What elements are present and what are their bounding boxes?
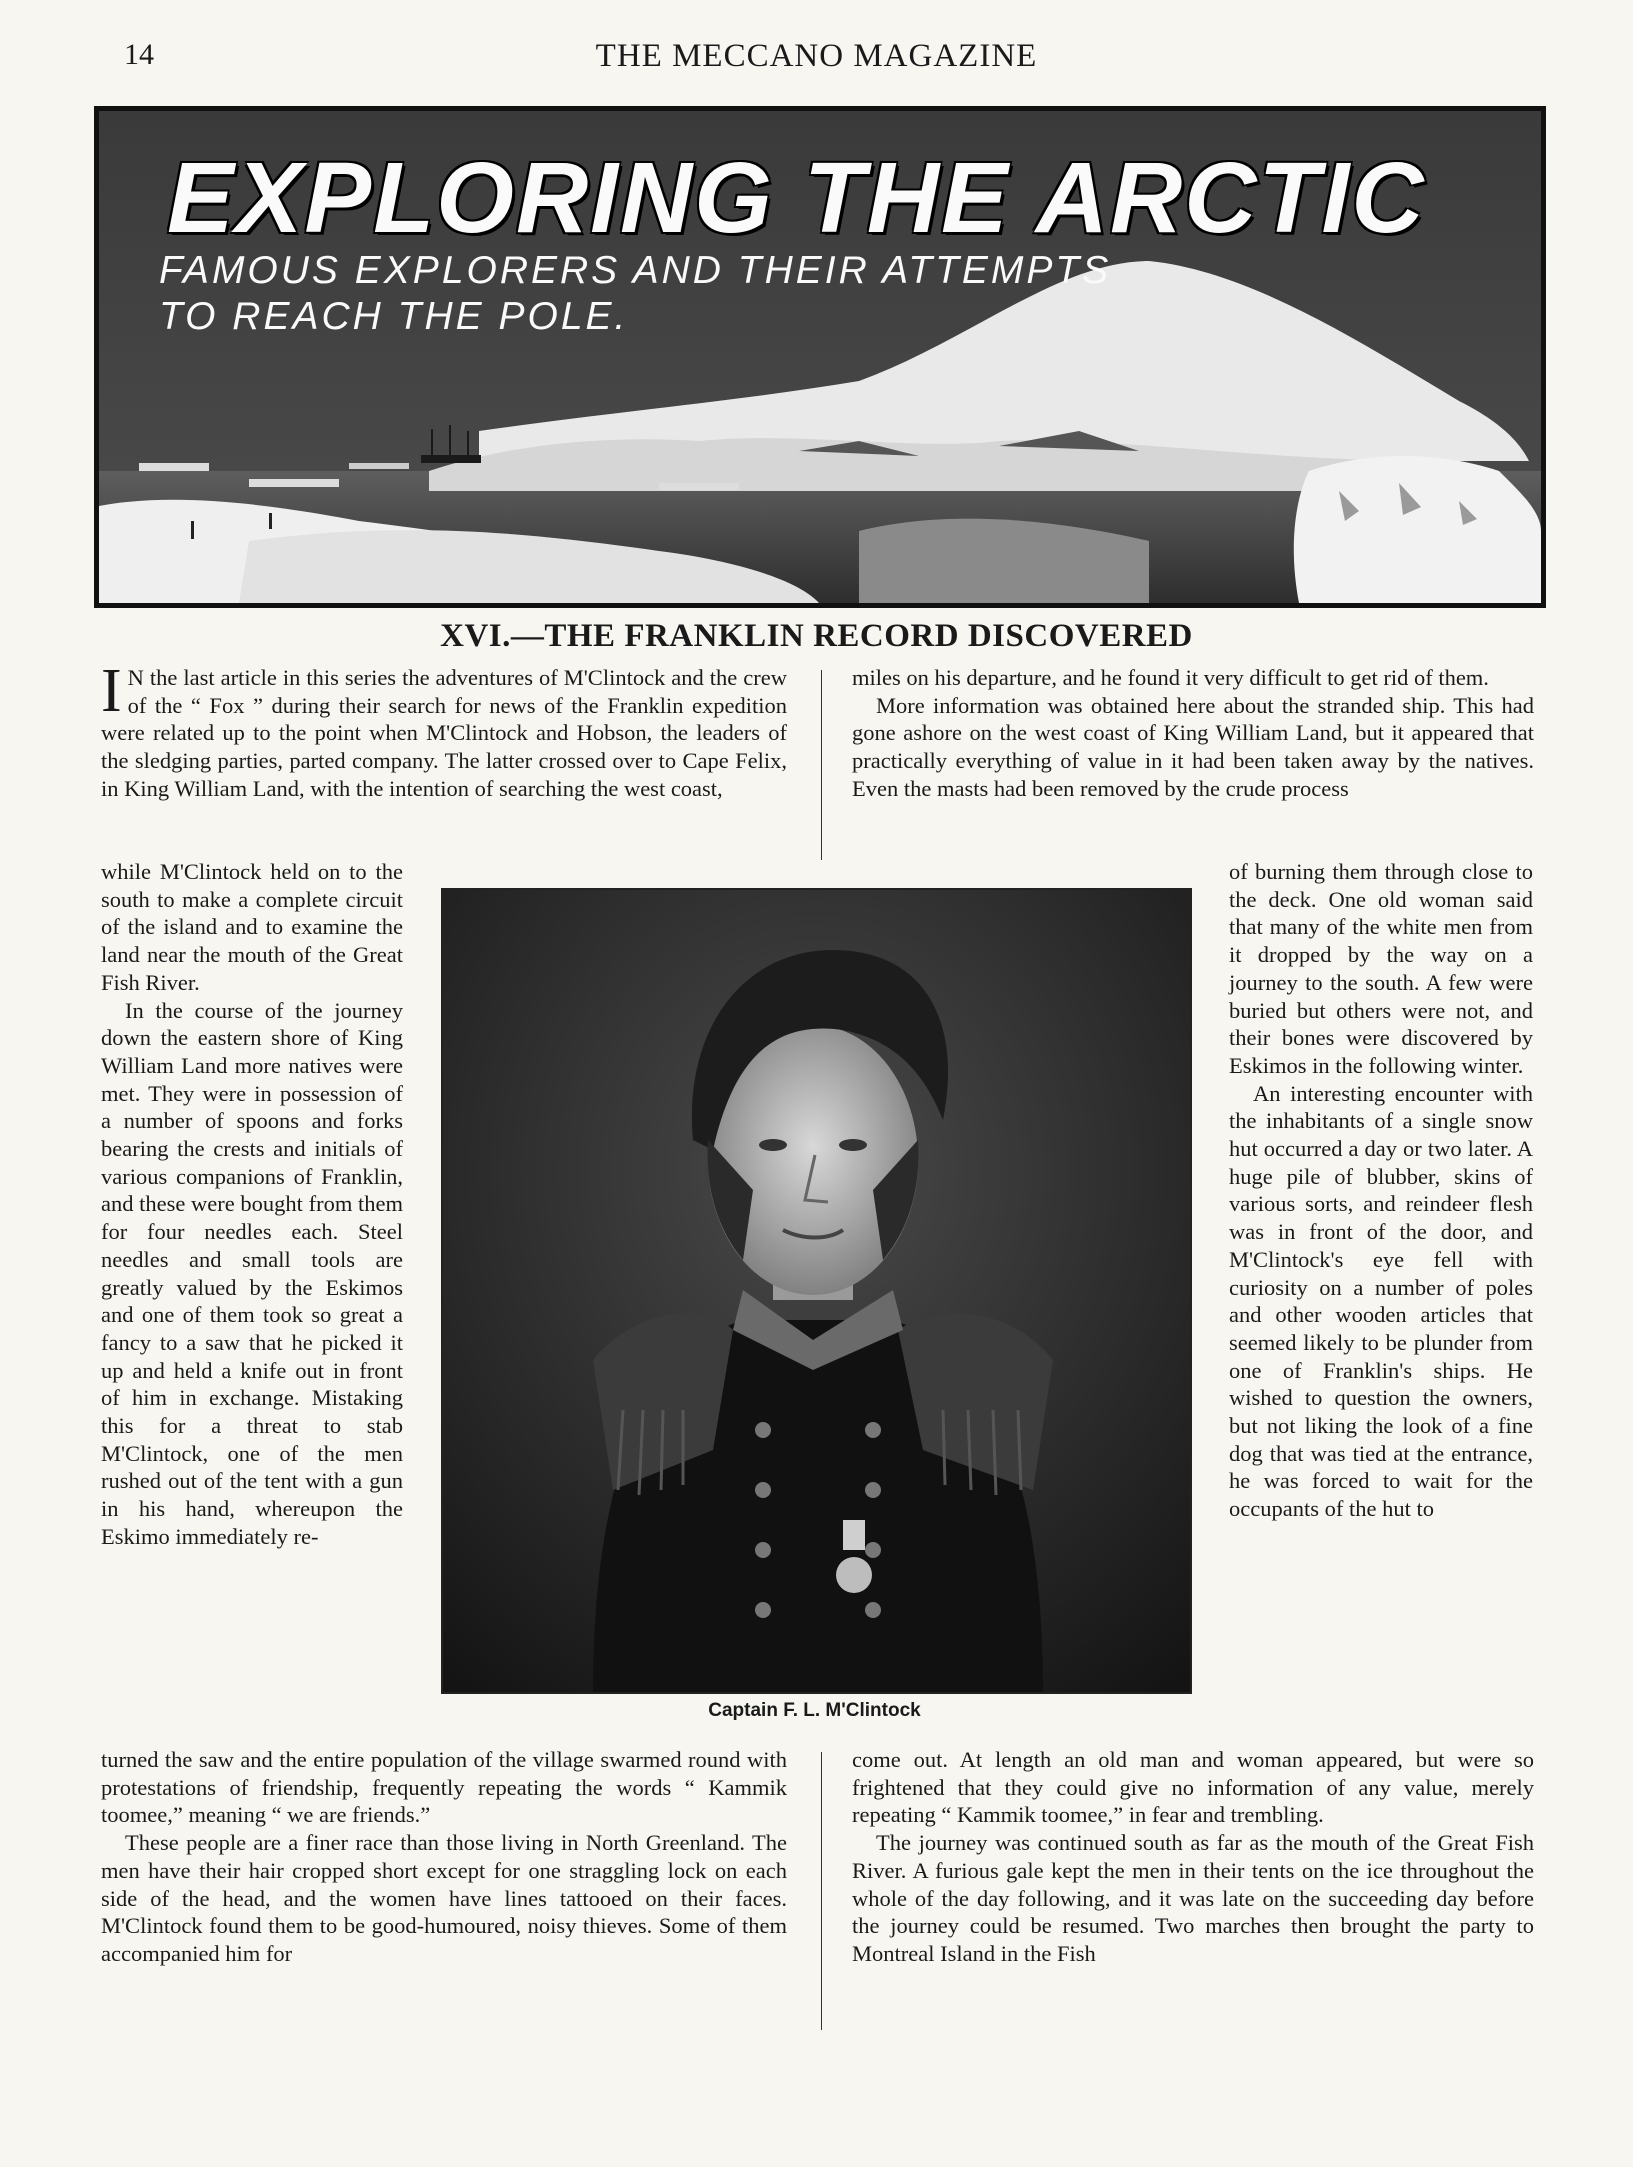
column-2-narrow-text <box>1229 858 1533 1523</box>
title-banner <box>94 106 1546 608</box>
magazine-title: THE MECCANO MAGAZINE <box>595 38 1038 74</box>
banner-subtitle-line-2: TO REACH THE POLE. <box>159 295 629 338</box>
paragraph: In the course of the journey down the eastern shore of King William Land more natives were met. They were in possession of a number of spoons and forks bearing the crests and initials of various companions of Franklin, and these were bought from them for four needles each. Steel needles and small tools are greatly valued by the Eskimos and one of them took so great a fancy to a saw that he picked it up and held a knife out in front of him in exchange. Mistaking this for a threat to stab M'Clintock, one of the men rushed out of the tent with a gun in his hand, whereupon the Eskimo immediately re- <box>101 997 403 1549</box>
paragraph: The journey was continued south as far as the mouth of the Great Fish River. A furious gale kept the men in their tents on the ice throughout the whole of the day following, and it was late on the succeeding day before the journey could be resumed. Two marches then brought the party to Montreal Island in the Fish <box>852 1830 1534 1966</box>
paragraph: of burning them through close to the deck. One old woman said that many of the white men from it dropped by the way on a journey to the south. A few were buried but others were not, and their bones were discovered by Eskimos in the following winter. <box>1229 859 1533 1078</box>
article-heading: XVI.—THE FRANKLIN RECORD DISCOVERED <box>440 618 1193 654</box>
drop-cap: I <box>101 657 122 725</box>
column-rule <box>821 670 822 860</box>
paragraph: These people are a finer race than those living in North Greenland. The men have their hair cropped short except for one straggling lock on each side of the head, and the women have lines tattooed on their faces. M'Clintock found them to be good-humoured, noisy thieves. Some of them accompanied him for <box>101 1830 787 1966</box>
paragraph: An interesting encounter with the inhabitants of a single snow hut occurred a day or two later. A huge pile of blubber, skins of various sorts, and reindeer flesh was in front of the door, and M'Clintock's eye fell with curiosity on a number of poles and other wooden articles that seemed likely to be plunder from one of Franklin's ships. He wished to question the owners, but not liking the look of a fine dog that was tied at the entrance, he was forced to wait for the occupants of the hut to <box>1229 1080 1533 1522</box>
paragraph: while M'Clintock held on to the south to make a complete circuit of the island and to examine the land near the mouth of the Great Fish River. <box>101 859 403 995</box>
paragraph: come out. At length an old man and woman appeared, but were so frightened that they could give no information of any value, merely repeating “ Kammik toomee,” in fear and trembling. <box>852 1747 1534 1828</box>
column-2-bottom-text <box>852 1746 1534 1968</box>
column-1-bottom-text <box>101 1746 787 1968</box>
running-head <box>0 38 1633 78</box>
column-1-top-text <box>101 657 787 803</box>
portrait-photo <box>441 888 1192 1694</box>
paragraph: More information was obtained here about the stranded ship. This had gone ashore on the west coast of King William Land, but it appeared that practically everything of value in it had been taken away by the natives. Even the masts had been removed by the crude process <box>852 692 1534 801</box>
column-2-top-text <box>852 664 1534 803</box>
portrait-caption: Captain F. L. M'Clintock <box>708 1700 921 1721</box>
paragraph: N the last article in this series the adventures of M'Clintock and the crew of the “ Fox ” during their search for news of the Franklin expedition were related up to the point when M'Clintock and Hobson, the leaders of the sledging parties, parted company. The latter crossed over to Cape Felix, in King William Land, with the intention of searching the west coast, <box>101 665 787 801</box>
paragraph: turned the saw and the entire population of the village swarmed round with protestations of friendship, frequently repeating the words “ Kammik toomee,” meaning “ we are friends.” <box>101 1747 787 1828</box>
column-1-narrow-text <box>101 858 403 1551</box>
page-number: 14 <box>124 38 154 71</box>
paragraph: miles on his departure, and he found it very difficult to get rid of them. <box>852 665 1489 690</box>
banner-title: EXPLORING THE ARCTIC <box>167 142 1426 254</box>
banner-subtitle-line-1: FAMOUS EXPLORERS AND THEIR ATTEMPTS <box>159 249 1112 292</box>
column-rule <box>821 1752 822 2030</box>
